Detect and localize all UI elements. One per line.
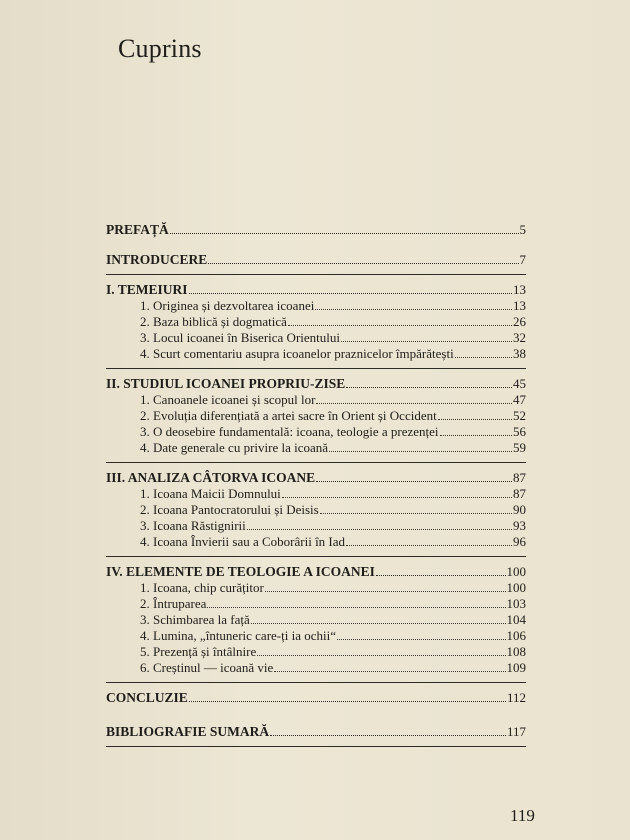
dot-leader (274, 663, 505, 672)
toc-page-number: 45 (513, 376, 526, 391)
dot-leader (455, 349, 512, 358)
toc-subentry (106, 612, 526, 628)
dot-leader (189, 693, 506, 702)
dot-leader (257, 647, 505, 656)
dot-leader (315, 301, 512, 310)
toc-subentry (106, 314, 526, 330)
toc-page-number: 93 (513, 518, 526, 533)
toc-subentry (106, 518, 526, 534)
dot-leader (376, 567, 506, 576)
dot-leader (265, 583, 506, 592)
toc-subentry (106, 644, 526, 660)
toc-subentry (106, 298, 526, 314)
toc-entry-section-4 (106, 564, 526, 580)
toc-entry-bibliography (106, 724, 526, 740)
toc-page-number: 90 (513, 502, 526, 517)
toc-label: I. TEMEIURI (106, 282, 188, 297)
dot-leader (170, 225, 519, 234)
toc-page-number: 47 (513, 392, 526, 407)
toc-page-number: 100 (506, 564, 526, 579)
toc-subentry (106, 424, 526, 440)
toc-page-number: 7 (519, 252, 526, 267)
toc-entry-section-1 (106, 282, 526, 298)
toc-label: 2. Evoluția diferențiată a artei sacre în Orient și Occident (140, 408, 437, 423)
toc-page-number: 38 (513, 346, 526, 361)
toc-subentry (106, 486, 526, 502)
toc-label: 1. Canoanele icoanei și scopul lor (140, 392, 316, 407)
toc-subentry (106, 392, 526, 408)
section-divider (106, 274, 526, 275)
dot-leader (207, 599, 505, 608)
toc-page-number: 108 (506, 644, 526, 659)
toc-page-number: 59 (513, 440, 526, 455)
toc-label: INTRODUCERE (106, 252, 208, 267)
toc-page-number: 104 (506, 612, 526, 627)
toc-page-number: 103 (506, 596, 526, 611)
toc-label: 5. Prezență și întâlnire (140, 644, 257, 659)
toc-entry-section-3 (106, 470, 526, 486)
toc-label: 4. Icoana Învierii sau a Coborârii în Iad (140, 534, 346, 549)
toc-label: 3. Icoana Răstignirii (140, 518, 246, 533)
toc-label: BIBLIOGRAFIE SUMARĂ (106, 724, 270, 739)
toc-page-number: 32 (513, 330, 526, 345)
toc-label: 1. Originea și dezvoltarea icoanei (140, 298, 315, 313)
toc-page-number: 13 (513, 298, 526, 313)
toc-label: 2. Baza biblică și dogmatică (140, 314, 287, 329)
dot-leader (316, 473, 512, 482)
dot-leader (208, 255, 518, 264)
toc-entry-preface (106, 222, 526, 238)
toc-label: 1. Icoana, chip curățitor (140, 580, 264, 595)
toc-subentry (106, 534, 526, 550)
toc-label: 4. Lumina, „întuneric care-ți ia ochii“ (140, 628, 336, 643)
section-divider (106, 746, 526, 747)
toc-subentry (106, 502, 526, 518)
dot-leader (316, 395, 512, 404)
toc-label: 3. O deosebire fundamentală: icoana, teologie a prezenței (140, 424, 439, 439)
toc-label: 2. Întruparea (140, 596, 207, 611)
toc-label: IV. ELEMENTE DE TEOLOGIE A ICOANEI (106, 564, 375, 579)
toc-label: PREFAȚĂ (106, 222, 169, 237)
dot-leader (282, 489, 512, 498)
toc-label: 1. Icoana Maicii Domnului (140, 486, 281, 501)
section-divider (106, 462, 526, 463)
section-divider (106, 556, 526, 557)
dot-leader (346, 379, 512, 388)
dot-leader (440, 427, 512, 436)
toc-subentry (106, 580, 526, 596)
toc-entry-introduction (106, 252, 526, 268)
dot-leader (337, 631, 506, 640)
toc-label: 3. Schimbarea la față (140, 612, 250, 627)
toc-label: 3. Locul icoanei în Biserica Orientului (140, 330, 340, 345)
toc-page-number: 87 (513, 470, 526, 485)
toc-label: 4. Scurt comentariu asupra icoanelor praznicelor împărătești (140, 346, 454, 361)
toc-subentry (106, 596, 526, 612)
toc-page-number: 5 (519, 222, 526, 237)
toc-subentry (106, 346, 526, 362)
toc-page-number: 96 (513, 534, 526, 549)
toc-label: III. ANALIZA CÂTORVA ICOANE (106, 470, 316, 485)
section-divider (106, 368, 526, 369)
toc-entry-section-2 (106, 376, 526, 392)
toc-page-number: 117 (506, 724, 526, 739)
dot-leader (288, 317, 512, 326)
toc-label: 6. Creștinul — icoană vie (140, 660, 274, 675)
toc-label: 4. Date generale cu privire la icoană (140, 440, 329, 455)
toc-page-number: 56 (513, 424, 526, 439)
toc-page-number: 87 (513, 486, 526, 501)
toc-entry-conclusion (106, 690, 526, 706)
toc-subentry (106, 330, 526, 346)
toc-page-number: 109 (506, 660, 526, 675)
dot-leader (189, 285, 512, 294)
dot-leader (251, 615, 506, 624)
toc-label: 2. Icoana Pantocratorului și Deisis (140, 502, 319, 517)
dot-leader (346, 537, 512, 546)
toc-label: II. STUDIUL ICOANEI PROPRIU-ZISE (106, 376, 346, 391)
toc-subentry (106, 408, 526, 424)
toc-page-number: 26 (513, 314, 526, 329)
section-divider (106, 682, 526, 683)
dot-leader (341, 333, 512, 342)
dot-leader (320, 505, 512, 514)
toc-page-number: 52 (513, 408, 526, 423)
toc-subentry (106, 440, 526, 456)
dot-leader (438, 411, 512, 420)
page-number: 119 (510, 806, 535, 825)
toc-page-number: 100 (506, 580, 526, 595)
dot-leader (270, 727, 506, 736)
toc-page-number: 106 (506, 628, 526, 643)
toc-page-number: 13 (513, 282, 526, 297)
table-of-contents (106, 222, 526, 754)
toc-label: CONCLUZIE (106, 690, 188, 705)
page-title: Cuprins (118, 34, 202, 63)
toc-page-number: 112 (506, 690, 526, 705)
toc-subentry (106, 628, 526, 644)
dot-leader (247, 521, 512, 530)
dot-leader (329, 443, 512, 452)
toc-subentry (106, 660, 526, 676)
